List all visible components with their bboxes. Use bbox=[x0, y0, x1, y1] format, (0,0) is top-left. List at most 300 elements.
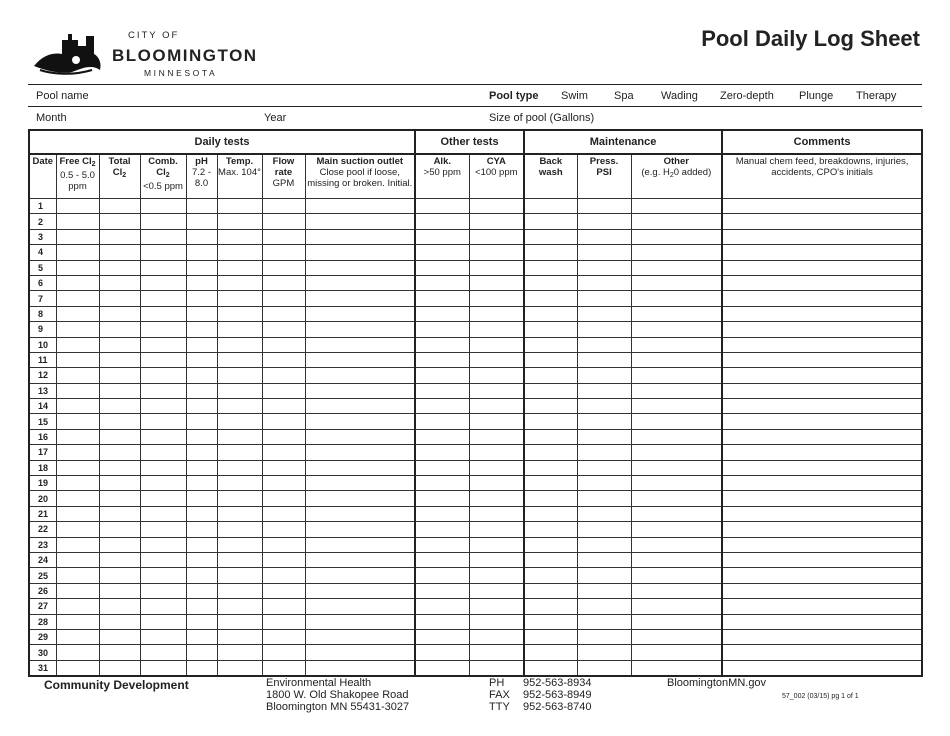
log-entry-cell[interactable] bbox=[631, 614, 722, 629]
log-entry-cell[interactable] bbox=[415, 629, 469, 644]
log-entry-cell[interactable] bbox=[186, 229, 217, 244]
log-entry-cell[interactable] bbox=[262, 429, 305, 444]
log-entry-cell[interactable] bbox=[140, 322, 186, 337]
log-entry-cell[interactable] bbox=[577, 414, 631, 429]
log-entry-cell[interactable] bbox=[99, 460, 140, 475]
log-entry-cell[interactable] bbox=[140, 229, 186, 244]
log-entry-cell[interactable] bbox=[415, 199, 469, 214]
log-entry-cell[interactable] bbox=[305, 352, 415, 367]
log-entry-cell[interactable] bbox=[99, 399, 140, 414]
log-entry-cell[interactable] bbox=[305, 260, 415, 275]
log-entry-cell[interactable] bbox=[140, 199, 186, 214]
log-entry-cell[interactable] bbox=[524, 291, 577, 306]
log-entry-cell[interactable] bbox=[722, 399, 922, 414]
log-entry-cell[interactable] bbox=[99, 537, 140, 552]
log-entry-cell[interactable] bbox=[577, 537, 631, 552]
log-entry-cell[interactable] bbox=[415, 491, 469, 506]
log-entry-cell[interactable] bbox=[262, 306, 305, 321]
log-entry-cell[interactable] bbox=[186, 291, 217, 306]
log-entry-cell[interactable] bbox=[722, 337, 922, 352]
log-entry-cell[interactable] bbox=[415, 322, 469, 337]
log-entry-cell[interactable] bbox=[722, 537, 922, 552]
log-entry-cell[interactable] bbox=[469, 522, 524, 537]
log-entry-cell[interactable] bbox=[469, 614, 524, 629]
log-entry-cell[interactable] bbox=[186, 629, 217, 644]
log-entry-cell[interactable] bbox=[524, 429, 577, 444]
log-entry-cell[interactable] bbox=[262, 352, 305, 367]
log-entry-cell[interactable] bbox=[140, 352, 186, 367]
log-entry-cell[interactable] bbox=[415, 383, 469, 398]
log-entry-cell[interactable] bbox=[631, 352, 722, 367]
log-entry-cell[interactable] bbox=[631, 660, 722, 676]
log-entry-cell[interactable] bbox=[524, 583, 577, 598]
log-entry-cell[interactable] bbox=[56, 368, 99, 383]
log-entry-cell[interactable] bbox=[217, 660, 262, 676]
log-entry-cell[interactable] bbox=[305, 414, 415, 429]
log-entry-cell[interactable] bbox=[262, 229, 305, 244]
log-entry-cell[interactable] bbox=[524, 522, 577, 537]
log-entry-cell[interactable] bbox=[140, 414, 186, 429]
log-entry-cell[interactable] bbox=[140, 476, 186, 491]
log-entry-cell[interactable] bbox=[524, 491, 577, 506]
log-entry-cell[interactable] bbox=[217, 245, 262, 260]
log-entry-cell[interactable] bbox=[722, 445, 922, 460]
log-entry-cell[interactable] bbox=[262, 245, 305, 260]
log-entry-cell[interactable] bbox=[722, 506, 922, 521]
log-entry-cell[interactable] bbox=[524, 568, 577, 583]
log-entry-cell[interactable] bbox=[631, 506, 722, 521]
log-entry-cell[interactable] bbox=[217, 352, 262, 367]
log-entry-cell[interactable] bbox=[99, 429, 140, 444]
log-entry-cell[interactable] bbox=[140, 429, 186, 444]
log-entry-cell[interactable] bbox=[469, 476, 524, 491]
log-entry-cell[interactable] bbox=[722, 368, 922, 383]
log-entry-cell[interactable] bbox=[469, 229, 524, 244]
log-entry-cell[interactable] bbox=[469, 337, 524, 352]
log-entry-cell[interactable] bbox=[305, 552, 415, 567]
log-entry-cell[interactable] bbox=[469, 245, 524, 260]
log-entry-cell[interactable] bbox=[99, 306, 140, 321]
pool-name-field[interactable]: Pool name bbox=[36, 90, 89, 102]
log-entry-cell[interactable] bbox=[469, 214, 524, 229]
log-entry-cell[interactable] bbox=[577, 660, 631, 676]
log-entry-cell[interactable] bbox=[56, 583, 99, 598]
pool-type-zero-depth[interactable]: Zero-depth bbox=[720, 90, 774, 102]
log-entry-cell[interactable] bbox=[99, 383, 140, 398]
log-entry-cell[interactable] bbox=[469, 583, 524, 598]
log-entry-cell[interactable] bbox=[631, 552, 722, 567]
log-entry-cell[interactable] bbox=[140, 599, 186, 614]
log-entry-cell[interactable] bbox=[262, 552, 305, 567]
log-entry-cell[interactable] bbox=[577, 429, 631, 444]
log-entry-cell[interactable] bbox=[140, 660, 186, 676]
log-entry-cell[interactable] bbox=[631, 229, 722, 244]
log-entry-cell[interactable] bbox=[577, 322, 631, 337]
log-entry-cell[interactable] bbox=[186, 460, 217, 475]
log-entry-cell[interactable] bbox=[56, 214, 99, 229]
log-entry-cell[interactable] bbox=[305, 337, 415, 352]
pool-type-plunge[interactable]: Plunge bbox=[799, 90, 834, 102]
log-entry-cell[interactable] bbox=[262, 199, 305, 214]
log-entry-cell[interactable] bbox=[262, 460, 305, 475]
log-entry-cell[interactable] bbox=[217, 260, 262, 275]
log-entry-cell[interactable] bbox=[217, 229, 262, 244]
log-entry-cell[interactable] bbox=[469, 445, 524, 460]
log-entry-cell[interactable] bbox=[217, 429, 262, 444]
log-entry-cell[interactable] bbox=[186, 614, 217, 629]
log-entry-cell[interactable] bbox=[524, 245, 577, 260]
log-entry-cell[interactable] bbox=[56, 429, 99, 444]
log-entry-cell[interactable] bbox=[469, 660, 524, 676]
log-entry-cell[interactable] bbox=[631, 537, 722, 552]
log-entry-cell[interactable] bbox=[217, 322, 262, 337]
log-entry-cell[interactable] bbox=[56, 275, 99, 290]
log-entry-cell[interactable] bbox=[262, 214, 305, 229]
log-entry-cell[interactable] bbox=[524, 414, 577, 429]
log-entry-cell[interactable] bbox=[415, 399, 469, 414]
log-entry-cell[interactable] bbox=[305, 629, 415, 644]
log-entry-cell[interactable] bbox=[722, 245, 922, 260]
log-entry-cell[interactable] bbox=[469, 275, 524, 290]
log-entry-cell[interactable] bbox=[217, 368, 262, 383]
log-entry-cell[interactable] bbox=[56, 199, 99, 214]
log-entry-cell[interactable] bbox=[186, 275, 217, 290]
log-entry-cell[interactable] bbox=[305, 522, 415, 537]
log-entry-cell[interactable] bbox=[305, 199, 415, 214]
log-entry-cell[interactable] bbox=[722, 522, 922, 537]
log-entry-cell[interactable] bbox=[99, 260, 140, 275]
log-entry-cell[interactable] bbox=[186, 245, 217, 260]
log-entry-cell[interactable] bbox=[186, 399, 217, 414]
log-entry-cell[interactable] bbox=[140, 245, 186, 260]
log-entry-cell[interactable] bbox=[186, 322, 217, 337]
log-entry-cell[interactable] bbox=[262, 337, 305, 352]
log-entry-cell[interactable] bbox=[722, 599, 922, 614]
log-entry-cell[interactable] bbox=[722, 322, 922, 337]
log-entry-cell[interactable] bbox=[305, 614, 415, 629]
log-entry-cell[interactable] bbox=[217, 614, 262, 629]
log-entry-cell[interactable] bbox=[186, 337, 217, 352]
log-entry-cell[interactable] bbox=[186, 537, 217, 552]
log-entry-cell[interactable] bbox=[186, 506, 217, 521]
log-entry-cell[interactable] bbox=[469, 460, 524, 475]
log-entry-cell[interactable] bbox=[140, 214, 186, 229]
log-entry-cell[interactable] bbox=[140, 399, 186, 414]
log-entry-cell[interactable] bbox=[99, 476, 140, 491]
log-entry-cell[interactable] bbox=[140, 306, 186, 321]
log-entry-cell[interactable] bbox=[469, 260, 524, 275]
log-entry-cell[interactable] bbox=[415, 599, 469, 614]
log-entry-cell[interactable] bbox=[56, 460, 99, 475]
log-entry-cell[interactable] bbox=[415, 660, 469, 676]
log-entry-cell[interactable] bbox=[631, 568, 722, 583]
log-entry-cell[interactable] bbox=[56, 568, 99, 583]
log-entry-cell[interactable] bbox=[722, 552, 922, 567]
log-entry-cell[interactable] bbox=[469, 552, 524, 567]
log-entry-cell[interactable] bbox=[415, 214, 469, 229]
log-entry-cell[interactable] bbox=[262, 291, 305, 306]
log-entry-cell[interactable] bbox=[469, 491, 524, 506]
log-entry-cell[interactable] bbox=[415, 445, 469, 460]
log-entry-cell[interactable] bbox=[524, 399, 577, 414]
log-entry-cell[interactable] bbox=[631, 199, 722, 214]
log-entry-cell[interactable] bbox=[186, 568, 217, 583]
log-entry-cell[interactable] bbox=[262, 368, 305, 383]
log-entry-cell[interactable] bbox=[140, 629, 186, 644]
log-entry-cell[interactable] bbox=[577, 552, 631, 567]
log-entry-cell[interactable] bbox=[722, 260, 922, 275]
log-entry-cell[interactable] bbox=[722, 414, 922, 429]
log-entry-cell[interactable] bbox=[631, 629, 722, 644]
log-entry-cell[interactable] bbox=[99, 552, 140, 567]
log-entry-cell[interactable] bbox=[722, 476, 922, 491]
pool-type-spa[interactable]: Spa bbox=[614, 90, 634, 102]
log-entry-cell[interactable] bbox=[56, 414, 99, 429]
log-entry-cell[interactable] bbox=[305, 476, 415, 491]
log-entry-cell[interactable] bbox=[140, 291, 186, 306]
log-entry-cell[interactable] bbox=[99, 660, 140, 676]
log-entry-cell[interactable] bbox=[722, 199, 922, 214]
log-entry-cell[interactable] bbox=[262, 383, 305, 398]
log-entry-cell[interactable] bbox=[722, 275, 922, 290]
log-entry-cell[interactable] bbox=[217, 522, 262, 537]
log-entry-cell[interactable] bbox=[631, 322, 722, 337]
log-entry-cell[interactable] bbox=[415, 506, 469, 521]
log-entry-cell[interactable] bbox=[722, 629, 922, 644]
log-entry-cell[interactable] bbox=[305, 291, 415, 306]
log-entry-cell[interactable] bbox=[305, 568, 415, 583]
log-entry-cell[interactable] bbox=[415, 229, 469, 244]
log-entry-cell[interactable] bbox=[217, 476, 262, 491]
log-entry-cell[interactable] bbox=[262, 537, 305, 552]
log-entry-cell[interactable] bbox=[99, 337, 140, 352]
log-entry-cell[interactable] bbox=[186, 352, 217, 367]
log-entry-cell[interactable] bbox=[262, 399, 305, 414]
log-entry-cell[interactable] bbox=[305, 583, 415, 598]
log-entry-cell[interactable] bbox=[99, 506, 140, 521]
log-entry-cell[interactable] bbox=[99, 599, 140, 614]
log-entry-cell[interactable] bbox=[56, 352, 99, 367]
log-entry-cell[interactable] bbox=[305, 445, 415, 460]
log-entry-cell[interactable] bbox=[186, 583, 217, 598]
log-entry-cell[interactable] bbox=[217, 645, 262, 660]
log-entry-cell[interactable] bbox=[217, 306, 262, 321]
log-entry-cell[interactable] bbox=[56, 645, 99, 660]
log-entry-cell[interactable] bbox=[577, 599, 631, 614]
log-entry-cell[interactable] bbox=[262, 414, 305, 429]
log-entry-cell[interactable] bbox=[577, 383, 631, 398]
footer-website-link[interactable]: BloomingtonMN.gov bbox=[667, 677, 767, 689]
log-entry-cell[interactable] bbox=[577, 199, 631, 214]
log-entry-cell[interactable] bbox=[631, 291, 722, 306]
log-entry-cell[interactable] bbox=[524, 599, 577, 614]
log-entry-cell[interactable] bbox=[524, 337, 577, 352]
log-entry-cell[interactable] bbox=[524, 660, 577, 676]
log-entry-cell[interactable] bbox=[577, 476, 631, 491]
log-entry-cell[interactable] bbox=[56, 506, 99, 521]
log-entry-cell[interactable] bbox=[56, 660, 99, 676]
log-entry-cell[interactable] bbox=[415, 245, 469, 260]
log-entry-cell[interactable] bbox=[56, 229, 99, 244]
log-entry-cell[interactable] bbox=[56, 614, 99, 629]
log-entry-cell[interactable] bbox=[217, 583, 262, 598]
log-entry-cell[interactable] bbox=[140, 568, 186, 583]
log-entry-cell[interactable] bbox=[217, 383, 262, 398]
log-entry-cell[interactable] bbox=[722, 568, 922, 583]
log-entry-cell[interactable] bbox=[99, 368, 140, 383]
log-entry-cell[interactable] bbox=[262, 522, 305, 537]
log-entry-cell[interactable] bbox=[631, 260, 722, 275]
log-entry-cell[interactable] bbox=[262, 599, 305, 614]
log-entry-cell[interactable] bbox=[305, 368, 415, 383]
log-entry-cell[interactable] bbox=[56, 291, 99, 306]
log-entry-cell[interactable] bbox=[631, 460, 722, 475]
log-entry-cell[interactable] bbox=[140, 368, 186, 383]
log-entry-cell[interactable] bbox=[262, 491, 305, 506]
log-entry-cell[interactable] bbox=[524, 629, 577, 644]
log-entry-cell[interactable] bbox=[140, 614, 186, 629]
log-entry-cell[interactable] bbox=[305, 491, 415, 506]
log-entry-cell[interactable] bbox=[186, 383, 217, 398]
log-entry-cell[interactable] bbox=[415, 568, 469, 583]
log-entry-cell[interactable] bbox=[217, 460, 262, 475]
log-entry-cell[interactable] bbox=[722, 583, 922, 598]
log-entry-cell[interactable] bbox=[577, 229, 631, 244]
log-entry-cell[interactable] bbox=[186, 599, 217, 614]
month-field[interactable]: Month bbox=[36, 112, 67, 124]
log-entry-cell[interactable] bbox=[631, 214, 722, 229]
log-entry-cell[interactable] bbox=[186, 199, 217, 214]
log-entry-cell[interactable] bbox=[577, 568, 631, 583]
log-entry-cell[interactable] bbox=[469, 383, 524, 398]
log-entry-cell[interactable] bbox=[217, 552, 262, 567]
log-entry-cell[interactable] bbox=[631, 368, 722, 383]
log-entry-cell[interactable] bbox=[415, 337, 469, 352]
log-entry-cell[interactable] bbox=[631, 337, 722, 352]
log-entry-cell[interactable] bbox=[305, 645, 415, 660]
log-entry-cell[interactable] bbox=[217, 445, 262, 460]
log-entry-cell[interactable] bbox=[415, 306, 469, 321]
log-entry-cell[interactable] bbox=[524, 645, 577, 660]
pool-size-field[interactable]: Size of pool (Gallons) bbox=[489, 112, 595, 124]
log-entry-cell[interactable] bbox=[722, 229, 922, 244]
log-entry-cell[interactable] bbox=[56, 491, 99, 506]
log-entry-cell[interactable] bbox=[99, 245, 140, 260]
log-entry-cell[interactable] bbox=[56, 599, 99, 614]
log-entry-cell[interactable] bbox=[524, 445, 577, 460]
log-entry-cell[interactable] bbox=[469, 506, 524, 521]
log-entry-cell[interactable] bbox=[631, 645, 722, 660]
log-entry-cell[interactable] bbox=[469, 429, 524, 444]
log-entry-cell[interactable] bbox=[415, 476, 469, 491]
log-entry-cell[interactable] bbox=[56, 306, 99, 321]
log-entry-cell[interactable] bbox=[217, 275, 262, 290]
log-entry-cell[interactable] bbox=[99, 322, 140, 337]
log-entry-cell[interactable] bbox=[469, 199, 524, 214]
log-entry-cell[interactable] bbox=[722, 460, 922, 475]
log-entry-cell[interactable] bbox=[99, 275, 140, 290]
log-entry-cell[interactable] bbox=[56, 399, 99, 414]
log-entry-cell[interactable] bbox=[469, 368, 524, 383]
log-entry-cell[interactable] bbox=[631, 306, 722, 321]
log-entry-cell[interactable] bbox=[415, 522, 469, 537]
log-entry-cell[interactable] bbox=[217, 491, 262, 506]
log-entry-cell[interactable] bbox=[186, 368, 217, 383]
log-entry-cell[interactable] bbox=[631, 445, 722, 460]
pool-type-wading[interactable]: Wading bbox=[661, 90, 698, 102]
log-entry-cell[interactable] bbox=[217, 414, 262, 429]
log-entry-cell[interactable] bbox=[305, 506, 415, 521]
log-entry-cell[interactable] bbox=[305, 245, 415, 260]
log-entry-cell[interactable] bbox=[722, 383, 922, 398]
log-entry-cell[interactable] bbox=[262, 660, 305, 676]
log-entry-cell[interactable] bbox=[140, 506, 186, 521]
log-entry-cell[interactable] bbox=[524, 275, 577, 290]
log-entry-cell[interactable] bbox=[469, 568, 524, 583]
log-entry-cell[interactable] bbox=[577, 629, 631, 644]
log-entry-cell[interactable] bbox=[415, 537, 469, 552]
log-entry-cell[interactable] bbox=[140, 583, 186, 598]
log-entry-cell[interactable] bbox=[56, 476, 99, 491]
log-entry-cell[interactable] bbox=[217, 291, 262, 306]
log-entry-cell[interactable] bbox=[56, 337, 99, 352]
log-entry-cell[interactable] bbox=[577, 214, 631, 229]
log-entry-cell[interactable] bbox=[524, 506, 577, 521]
log-entry-cell[interactable] bbox=[415, 614, 469, 629]
log-entry-cell[interactable] bbox=[217, 537, 262, 552]
log-entry-cell[interactable] bbox=[415, 460, 469, 475]
log-entry-cell[interactable] bbox=[140, 337, 186, 352]
log-entry-cell[interactable] bbox=[577, 399, 631, 414]
log-entry-cell[interactable] bbox=[631, 429, 722, 444]
log-entry-cell[interactable] bbox=[577, 460, 631, 475]
log-entry-cell[interactable] bbox=[722, 660, 922, 676]
log-entry-cell[interactable] bbox=[56, 537, 99, 552]
log-entry-cell[interactable] bbox=[577, 506, 631, 521]
log-entry-cell[interactable] bbox=[305, 660, 415, 676]
log-entry-cell[interactable] bbox=[469, 306, 524, 321]
log-entry-cell[interactable] bbox=[415, 291, 469, 306]
log-entry-cell[interactable] bbox=[722, 291, 922, 306]
log-entry-cell[interactable] bbox=[186, 429, 217, 444]
log-entry-cell[interactable] bbox=[305, 537, 415, 552]
log-entry-cell[interactable] bbox=[577, 522, 631, 537]
log-entry-cell[interactable] bbox=[631, 383, 722, 398]
log-entry-cell[interactable] bbox=[217, 568, 262, 583]
log-entry-cell[interactable] bbox=[217, 506, 262, 521]
log-entry-cell[interactable] bbox=[305, 460, 415, 475]
log-entry-cell[interactable] bbox=[631, 245, 722, 260]
log-entry-cell[interactable] bbox=[524, 199, 577, 214]
log-entry-cell[interactable] bbox=[469, 399, 524, 414]
log-entry-cell[interactable] bbox=[722, 491, 922, 506]
log-entry-cell[interactable] bbox=[56, 445, 99, 460]
log-entry-cell[interactable] bbox=[262, 445, 305, 460]
log-entry-cell[interactable] bbox=[305, 322, 415, 337]
log-entry-cell[interactable] bbox=[99, 214, 140, 229]
log-entry-cell[interactable] bbox=[415, 368, 469, 383]
log-entry-cell[interactable] bbox=[186, 414, 217, 429]
log-entry-cell[interactable] bbox=[262, 322, 305, 337]
log-entry-cell[interactable] bbox=[262, 568, 305, 583]
log-entry-cell[interactable] bbox=[262, 645, 305, 660]
log-entry-cell[interactable] bbox=[722, 614, 922, 629]
log-entry-cell[interactable] bbox=[631, 399, 722, 414]
log-entry-cell[interactable] bbox=[631, 522, 722, 537]
log-entry-cell[interactable] bbox=[415, 429, 469, 444]
log-entry-cell[interactable] bbox=[524, 352, 577, 367]
log-entry-cell[interactable] bbox=[99, 291, 140, 306]
